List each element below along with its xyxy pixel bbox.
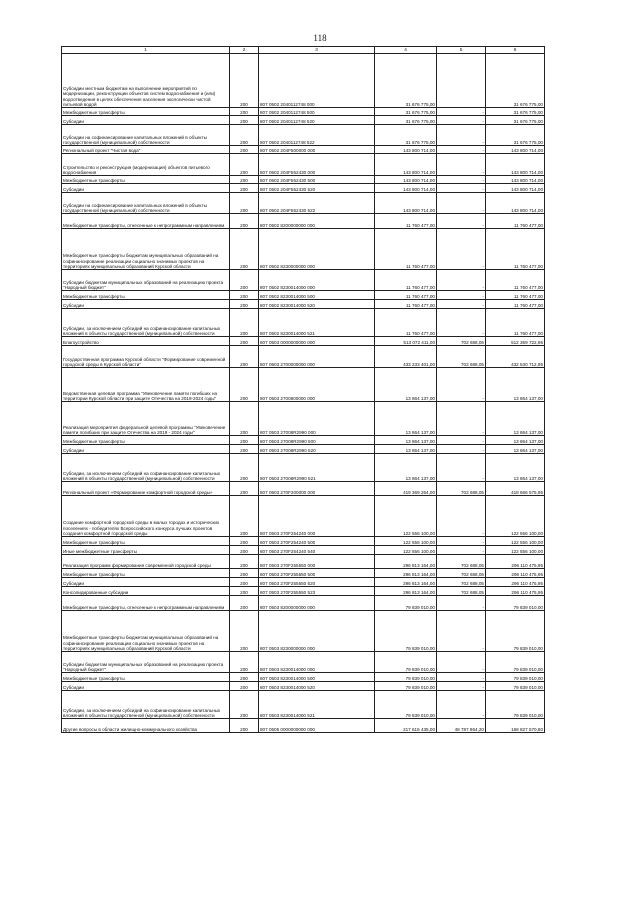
- row-name: Межбюджетные трансферты бюджетам муниципальных образований на софинансирование реализации социально значимых проектов на территориях муниципальных образований Курской области: [62, 611, 230, 652]
- row-name: Ведомственная целевая программа "Увековечение памяти погибших на территории Курской области при защите Отечества на 2019-2024 годы": [62, 368, 230, 402]
- row-name: Субсидии: [62, 184, 230, 193]
- row-name: Субсидии, за исключением субсидий на софинансирование капитальных вложений в объекты государственной (муниципальной) собственности: [62, 454, 230, 482]
- row-total: 217 615 435,00: [375, 719, 437, 733]
- table-row: [62, 300, 545, 309]
- row-executed: -: [437, 154, 486, 176]
- row-section: 200: [230, 184, 259, 193]
- row-code: 807 0503 8230014000 000: [259, 652, 375, 673]
- row-total: 122 556 100,00: [375, 537, 437, 546]
- row-section: 200: [230, 611, 259, 652]
- row-remaining: 418 666 575,95: [486, 482, 545, 496]
- row-total: 419 369 264,00: [375, 482, 437, 496]
- row-total: 11 760 477,00: [375, 309, 437, 337]
- page-number: 118: [313, 33, 327, 43]
- table-row: [62, 193, 545, 214]
- row-section: 200: [230, 587, 259, 596]
- row-name: Субсидии: [62, 300, 230, 309]
- row-code: 807 0503 2700800000 000: [259, 368, 375, 402]
- row-section: 200: [230, 436, 259, 445]
- row-name: Субсидии: [62, 578, 230, 587]
- table-row: [62, 291, 545, 300]
- column-header: 4: [375, 47, 437, 54]
- row-total: 296 813 164,00: [375, 578, 437, 587]
- row-section: 200: [230, 555, 259, 569]
- row-executed: -: [437, 691, 486, 719]
- row-executed: -: [437, 229, 486, 270]
- row-code: 807 0503 270F254240 000: [259, 496, 375, 537]
- row-total: 13 864 137,00: [375, 445, 437, 454]
- row-code: 807 0502 2040112748 522: [259, 125, 375, 146]
- table-row: [62, 309, 545, 337]
- row-section: 200: [230, 482, 259, 496]
- row-section: 200: [230, 116, 259, 125]
- row-code: 807 0503 270F255550 500: [259, 569, 375, 578]
- row-code: 807 0503 8230014000 500: [259, 673, 375, 682]
- row-remaining: 296 110 475,95: [486, 555, 545, 569]
- row-remaining: 79 839 010,00: [486, 673, 545, 682]
- row-executed: -: [437, 652, 486, 673]
- row-total: 433 233 401,00: [375, 346, 437, 368]
- table-row: [62, 214, 545, 229]
- row-total: 513 072 411,00: [375, 337, 437, 346]
- row-name: Региональный проект «Формирование комфортной городской среды»: [62, 482, 230, 496]
- table-row: [62, 125, 545, 146]
- row-name: Другие вопросы в области жилищно-коммунального хозяйства: [62, 719, 230, 733]
- row-section: 200: [230, 546, 259, 555]
- row-code: 807 0502 204F552430 522: [259, 193, 375, 214]
- table-row: [62, 116, 545, 125]
- row-code: 807 0503 270F255550 520: [259, 578, 375, 587]
- row-executed: -: [437, 309, 486, 337]
- row-section: 200: [230, 496, 259, 537]
- row-total: 296 813 164,00: [375, 555, 437, 569]
- row-name: Субсидии бюджетам муниципальных образований на реализацию проекта "Народный бюджет": [62, 270, 230, 291]
- column-header: 3: [259, 47, 375, 54]
- row-total: 79 839 010,00: [375, 691, 437, 719]
- row-code: 807 0502 8230000000 000: [259, 229, 375, 270]
- row-total: 122 556 100,00: [375, 496, 437, 537]
- row-remaining: 31 676 775,00: [486, 125, 545, 146]
- row-remaining: 31 676 775,00: [486, 108, 545, 116]
- row-executed: -: [437, 596, 486, 611]
- row-section: 200: [230, 691, 259, 719]
- row-section: 200: [230, 146, 259, 154]
- budget-table: [61, 46, 545, 733]
- row-code: 807 0503 8200000000 000: [259, 596, 375, 611]
- row-section: 200: [230, 270, 259, 291]
- table-row: [62, 346, 545, 368]
- row-remaining: 122 556 100,00: [486, 546, 545, 555]
- row-name: Реализация программ формирования современной городской среды: [62, 555, 230, 569]
- row-name: Межбюджетные трансферты: [62, 537, 230, 546]
- row-total: 143 800 714,00: [375, 184, 437, 193]
- table-row: [62, 673, 545, 682]
- row-total: 143 800 714,00: [375, 154, 437, 176]
- row-total: 296 813 164,00: [375, 569, 437, 578]
- row-section: 200: [230, 54, 259, 108]
- table-row: [62, 54, 545, 108]
- row-remaining: 31 676 775,00: [486, 54, 545, 108]
- row-code: 807 0502 2040112748 000: [259, 54, 375, 108]
- row-section: 200: [230, 125, 259, 146]
- row-remaining: 143 800 714,00: [486, 184, 545, 193]
- row-name: Субсидии, за исключением субсидий на софинансирование капитальных вложений в объекты государственной (муниципальной) собственности: [62, 691, 230, 719]
- row-total: 143 800 714,00: [375, 146, 437, 154]
- table-row: [62, 154, 545, 176]
- row-total: 11 760 477,00: [375, 214, 437, 229]
- row-remaining: 13 864 137,00: [486, 402, 545, 436]
- row-total: 13 864 137,00: [375, 436, 437, 445]
- column-header: 5: [437, 47, 486, 54]
- row-code: 807 0502 8230014000 000: [259, 270, 375, 291]
- row-executed: [437, 54, 486, 108]
- row-remaining: 122 556 100,00: [486, 537, 545, 546]
- row-code: 807 0503 270F254240 540: [259, 546, 375, 555]
- table-row: [62, 682, 545, 691]
- table-row: [62, 611, 545, 652]
- row-code: 807 0503 27008R2990 500: [259, 436, 375, 445]
- table-row: [62, 546, 545, 555]
- row-total: 79 839 010,00: [375, 673, 437, 682]
- table-row: [62, 719, 545, 733]
- row-remaining: 11 760 477,00: [486, 309, 545, 337]
- table-row: [62, 337, 545, 346]
- row-total: 79 839 010,00: [375, 652, 437, 673]
- row-executed: -: [437, 402, 486, 436]
- row-code: 807 0502 204F500000 000: [259, 146, 375, 154]
- table-row: [62, 652, 545, 673]
- row-total: 13 864 137,00: [375, 368, 437, 402]
- row-executed: -: [437, 368, 486, 402]
- row-remaining: 11 760 477,00: [486, 229, 545, 270]
- row-remaining: 143 800 714,00: [486, 154, 545, 176]
- table-row: [62, 555, 545, 569]
- row-name: Консолидированные субсидии: [62, 587, 230, 596]
- table-row: [62, 596, 545, 611]
- row-name: Строительство и реконструкция (модернизация) объектов питьевого водоснабжения: [62, 154, 230, 176]
- row-section: 200: [230, 154, 259, 176]
- row-executed: -: [437, 445, 486, 454]
- row-section: 200: [230, 682, 259, 691]
- row-executed: -: [437, 436, 486, 445]
- row-code: 807 0502 8230014000 520: [259, 300, 375, 309]
- row-remaining: 432 530 712,95: [486, 346, 545, 368]
- row-code: 807 0502 204F552430 520: [259, 184, 375, 193]
- row-name: Государственная программа Курской области "Формирование современной городской среды в Курской области": [62, 346, 230, 368]
- row-section: 200: [230, 214, 259, 229]
- row-section: 200: [230, 346, 259, 368]
- row-remaining: 13 864 137,00: [486, 436, 545, 445]
- row-remaining: 79 839 010,00: [486, 682, 545, 691]
- row-remaining: 11 760 477,00: [486, 270, 545, 291]
- row-code: 807 0503 270F200000 000: [259, 482, 375, 496]
- row-code: 807 0503 2700000000 000: [259, 346, 375, 368]
- row-name: Межбюджетные трансферты, отнесенные к непрограммным направлениям: [62, 596, 230, 611]
- row-remaining: 79 839 010,00: [486, 611, 545, 652]
- table-row: [62, 482, 545, 496]
- row-remaining: 296 110 475,95: [486, 587, 545, 596]
- table-row: [62, 229, 545, 270]
- table-row: [62, 445, 545, 454]
- row-executed: -: [437, 176, 486, 184]
- row-executed: 48 787 864,20: [437, 719, 486, 733]
- row-remaining: 512 369 722,95: [486, 337, 545, 346]
- row-executed: 702 688,05: [437, 346, 486, 368]
- row-total: 31 676 775,00: [375, 125, 437, 146]
- row-section: 200: [230, 291, 259, 300]
- row-total: 11 760 477,00: [375, 229, 437, 270]
- row-name: Благоустройство: [62, 337, 230, 346]
- row-code: 807 0503 0000000000 000: [259, 337, 375, 346]
- row-remaining: 13 864 137,00: [486, 454, 545, 482]
- table-row: [62, 176, 545, 184]
- row-name: Межбюджетные трансферты: [62, 176, 230, 184]
- row-code: 807 0503 270F254240 500: [259, 537, 375, 546]
- row-executed: -: [437, 146, 486, 154]
- row-section: 200: [230, 368, 259, 402]
- row-remaining: 296 110 475,95: [486, 578, 545, 587]
- row-executed: -: [437, 108, 486, 116]
- row-code: 807 0502 8230014000 521: [259, 309, 375, 337]
- row-code: 807 0503 27008R2990 521: [259, 454, 375, 482]
- row-total: 11 760 477,00: [375, 270, 437, 291]
- row-code: 807 0503 270F255550 523: [259, 587, 375, 596]
- row-total: 79 839 010,00: [375, 682, 437, 691]
- row-executed: -: [437, 184, 486, 193]
- column-header: 1: [62, 47, 230, 54]
- column-header: 2: [230, 47, 259, 54]
- row-section: 200: [230, 673, 259, 682]
- row-name: Субсидии на софинансирование капитальных вложений в объекты государственной (муниципальной) собственности: [62, 193, 230, 214]
- row-code: 807 0503 27008R2990 520: [259, 445, 375, 454]
- row-code: 807 0503 8230014000 520: [259, 682, 375, 691]
- row-total: 11 760 477,00: [375, 291, 437, 300]
- row-executed: -: [437, 116, 486, 125]
- row-total: 143 800 714,00: [375, 193, 437, 214]
- row-remaining: 122 556 100,00: [486, 496, 545, 537]
- row-code: 807 0503 8230000000 000: [259, 611, 375, 652]
- row-section: 200: [230, 309, 259, 337]
- table-row: [62, 270, 545, 291]
- row-executed: -: [437, 125, 486, 146]
- row-total: 143 800 714,00: [375, 176, 437, 184]
- row-name: Межбюджетные трансферты: [62, 436, 230, 445]
- row-section: 200: [230, 229, 259, 270]
- row-code: 807 0502 204F552430 000: [259, 154, 375, 176]
- row-remaining: 13 864 137,00: [486, 445, 545, 454]
- row-executed: -: [437, 193, 486, 214]
- row-remaining: 143 800 714,00: [486, 193, 545, 214]
- row-section: 200: [230, 337, 259, 346]
- row-executed: -: [437, 454, 486, 482]
- row-code: 807 0502 2040112748 520: [259, 116, 375, 125]
- row-total: 31 676 775,00: [375, 116, 437, 125]
- row-code: 807 0503 270F255550 000: [259, 555, 375, 569]
- table-row: [62, 578, 545, 587]
- row-executed: 702 688,05: [437, 555, 486, 569]
- row-executed: -: [437, 611, 486, 652]
- header-row: [62, 47, 545, 54]
- row-remaining: 143 800 714,00: [486, 176, 545, 184]
- table-row: [62, 537, 545, 546]
- row-executed: -: [437, 214, 486, 229]
- row-code: 807 0502 2040112748 500: [259, 108, 375, 116]
- row-remaining: 31 676 775,00: [486, 116, 545, 125]
- row-remaining: 13 864 137,00: [486, 368, 545, 402]
- row-name: Региональный проект "Чистая вода": [62, 146, 230, 154]
- row-executed: -: [437, 673, 486, 682]
- table-row: [62, 569, 545, 578]
- row-code: 807 0502 8200000000 000: [259, 214, 375, 229]
- row-section: 200: [230, 537, 259, 546]
- row-section: 200: [230, 454, 259, 482]
- row-total: 31 676 775,00: [375, 108, 437, 116]
- row-code: 807 0502 204F552430 500: [259, 176, 375, 184]
- row-name: Субсидии: [62, 682, 230, 691]
- table-row: [62, 496, 545, 537]
- row-section: 200: [230, 445, 259, 454]
- row-executed: -: [437, 682, 486, 691]
- row-name: Межбюджетные трансферты бюджетам муниципальных образований на софинансирование реализации социально значимых проектов на территориях муниципальных образований Курской области: [62, 229, 230, 270]
- row-section: 200: [230, 108, 259, 116]
- row-name: Иные межбюджетные трансферты: [62, 546, 230, 555]
- row-total: 79 839 010,00: [375, 611, 437, 652]
- row-name: Субсидии местным бюджетам на выполнение мероприятий по модернизации, реконструкции объектов систем водоснабжения и (или) водоотведения в целях обеспечения населения экологически чистой питьевой водой: [62, 54, 230, 108]
- table-row: [62, 402, 545, 436]
- row-remaining: 296 110 475,95: [486, 569, 545, 578]
- row-section: 200: [230, 578, 259, 587]
- row-remaining: 79 839 010,00: [486, 652, 545, 673]
- row-section: 200: [230, 402, 259, 436]
- row-name: Субсидии: [62, 445, 230, 454]
- row-name: Субсидии, за исключением субсидий на софинансирование капитальных вложений в объекты государственной (муниципальной) собственности: [62, 309, 230, 337]
- row-executed: -: [437, 300, 486, 309]
- row-code: 807 0505 0000000000 000: [259, 719, 375, 733]
- row-executed: 702 688,05: [437, 578, 486, 587]
- row-executed: -: [437, 291, 486, 300]
- row-remaining: 79 839 010,00: [486, 691, 545, 719]
- row-code: 807 0502 8230014000 500: [259, 291, 375, 300]
- row-executed: 702 688,05: [437, 337, 486, 346]
- row-total: 11 760 477,00: [375, 300, 437, 309]
- row-total: 122 556 100,00: [375, 546, 437, 555]
- row-name: Реализация мероприятия федеральной целевой программы "Увековечение памяти погибших при защите Отечества на 2019 - 2024 годы": [62, 402, 230, 436]
- row-remaining: 11 760 477,00: [486, 300, 545, 309]
- row-executed: 702 688,05: [437, 569, 486, 578]
- row-name: Межбюджетные трансферты: [62, 569, 230, 578]
- row-section: 200: [230, 193, 259, 214]
- row-remaining: 143 800 714,00: [486, 146, 545, 154]
- row-name: Межбюджетные трансферты: [62, 673, 230, 682]
- row-section: 200: [230, 300, 259, 309]
- row-executed: 702 688,05: [437, 587, 486, 596]
- row-name: Субсидии бюджетам муниципальных образований на реализацию проекта "Народный бюджет": [62, 652, 230, 673]
- table-row: [62, 146, 545, 154]
- row-total: 13 864 137,00: [375, 454, 437, 482]
- row-section: 200: [230, 596, 259, 611]
- row-code: 807 0503 27008R2990 000: [259, 402, 375, 436]
- row-name: Межбюджетные трансферты: [62, 108, 230, 116]
- row-name: Создание комфортной городской среды в малых городах и исторических поселениях - победителях Всероссийского конкурса лучших проектов создания комфортной городской среды: [62, 496, 230, 537]
- row-remaining: 11 760 477,00: [486, 214, 545, 229]
- table-row: [62, 108, 545, 116]
- row-executed: -: [437, 496, 486, 537]
- column-header: 6: [486, 47, 545, 54]
- row-code: 807 0503 8230014000 521: [259, 691, 375, 719]
- row-section: 200: [230, 652, 259, 673]
- table-row: [62, 184, 545, 193]
- row-executed: -: [437, 270, 486, 291]
- row-remaining: 79 839 010,00: [486, 596, 545, 611]
- row-total: 79 839 010,00: [375, 596, 437, 611]
- row-section: 200: [230, 719, 259, 733]
- table-row: [62, 454, 545, 482]
- row-executed: -: [437, 537, 486, 546]
- row-remaining: 168 827 570,80: [486, 719, 545, 733]
- row-name: Межбюджетные трансферты, отнесенные к непрограммным направлениям: [62, 214, 230, 229]
- table-row: [62, 368, 545, 402]
- row-section: 200: [230, 176, 259, 184]
- row-name: Межбюджетные трансферты: [62, 291, 230, 300]
- table-row: [62, 691, 545, 719]
- row-total: 13 864 137,00: [375, 402, 437, 436]
- table-row: [62, 436, 545, 445]
- row-remaining: 11 760 477,00: [486, 291, 545, 300]
- row-name: Субсидии: [62, 116, 230, 125]
- row-total: 31 676 775,00: [375, 54, 437, 108]
- row-executed: 702 688,05: [437, 482, 486, 496]
- row-total: 296 813 164,00: [375, 587, 437, 596]
- table-row: [62, 587, 545, 596]
- row-name: Субсидии на софинансирование капитальных вложений в объекты государственной (муниципальной) собственности: [62, 125, 230, 146]
- row-executed: -: [437, 546, 486, 555]
- row-section: 200: [230, 569, 259, 578]
